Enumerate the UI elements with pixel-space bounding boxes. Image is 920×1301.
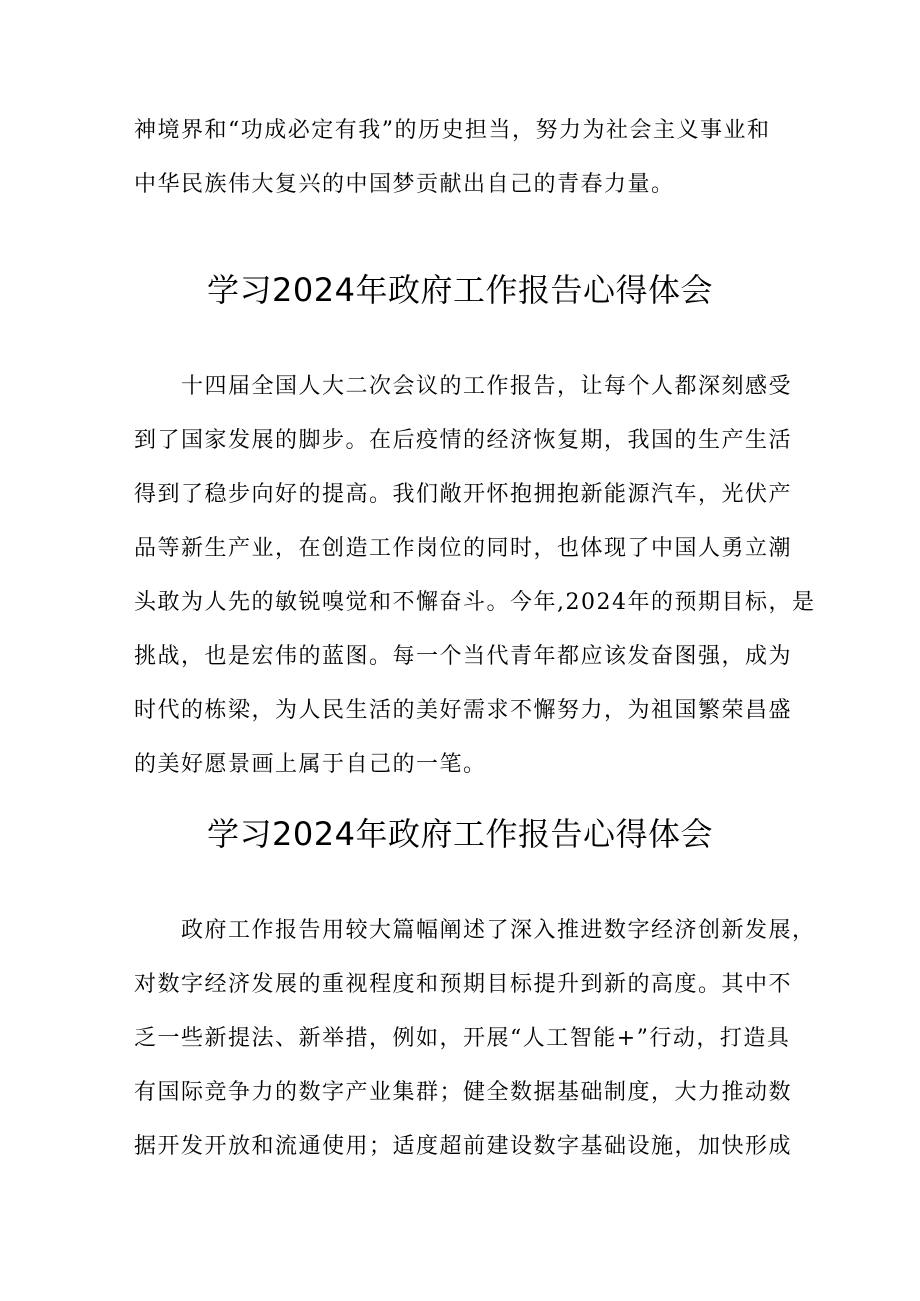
section-paragraph [134,904,816,1174]
paragraph-line: 十四届全国人大二次会议的工作报告，让每个人都深刻感受 [134,374,793,399]
paragraph-line: 得到了稳步向好的提高。我们敞开怀抱拥抱新能源汽车，光伏产 [134,482,793,507]
paragraph-line: 乏一些新提法、新举措，例如，开展“人工智能+”行动，打造具 [134,1026,791,1051]
paragraph-line: 品等新生产业，在创造工作岗位的同时，也体现了中国人勇立潮 [134,536,793,561]
paragraph-line: 头敢为人先的敏锐嗅觉和不懈奋斗。今年,2024年的预期目标，是 [134,590,816,615]
section-title: 学习2024年政府工作报告心得体会 [207,815,713,853]
paragraph-line: 中华民族伟大复兴的中国梦贡献出自己的青春力量。 [134,172,675,197]
paragraph-line: 有国际竞争力的数字产业集群；健全数据基础制度，大力推动数 [134,1080,793,1105]
paragraph-line: 时代的栋梁，为人民生活的美好需求不懈努力，为祖国繁荣昌盛 [134,698,793,723]
paragraph-line: 神境界和“功成必定有我”的历史担当，努力为社会主义事业和 [134,118,771,143]
paragraph-line: 的美好愿景画上属于自己的一笔。 [134,752,487,777]
paragraph-line: 对数字经济发展的重视程度和预期目标提升到新的高度。其中不 [134,972,793,997]
paragraph-line: 到了国家发展的脚步。在后疫情的经济恢复期，我国的生产生活 [134,428,793,453]
paragraph-line: 政府工作报告用较大篇幅阐述了深入推进数字经济创新发展， [134,918,816,943]
intro-paragraph [134,104,796,212]
section-title: 学习2024年政府工作报告心得体会 [207,271,713,309]
section-paragraph [134,360,816,792]
paragraph-line: 挑战，也是宏伟的蓝图。每一个当代青年都应该发奋图强，成为 [134,644,793,669]
paragraph-line: 据开发开放和流通使用；适度超前建设数字基础设施，加快形成 [134,1134,793,1159]
